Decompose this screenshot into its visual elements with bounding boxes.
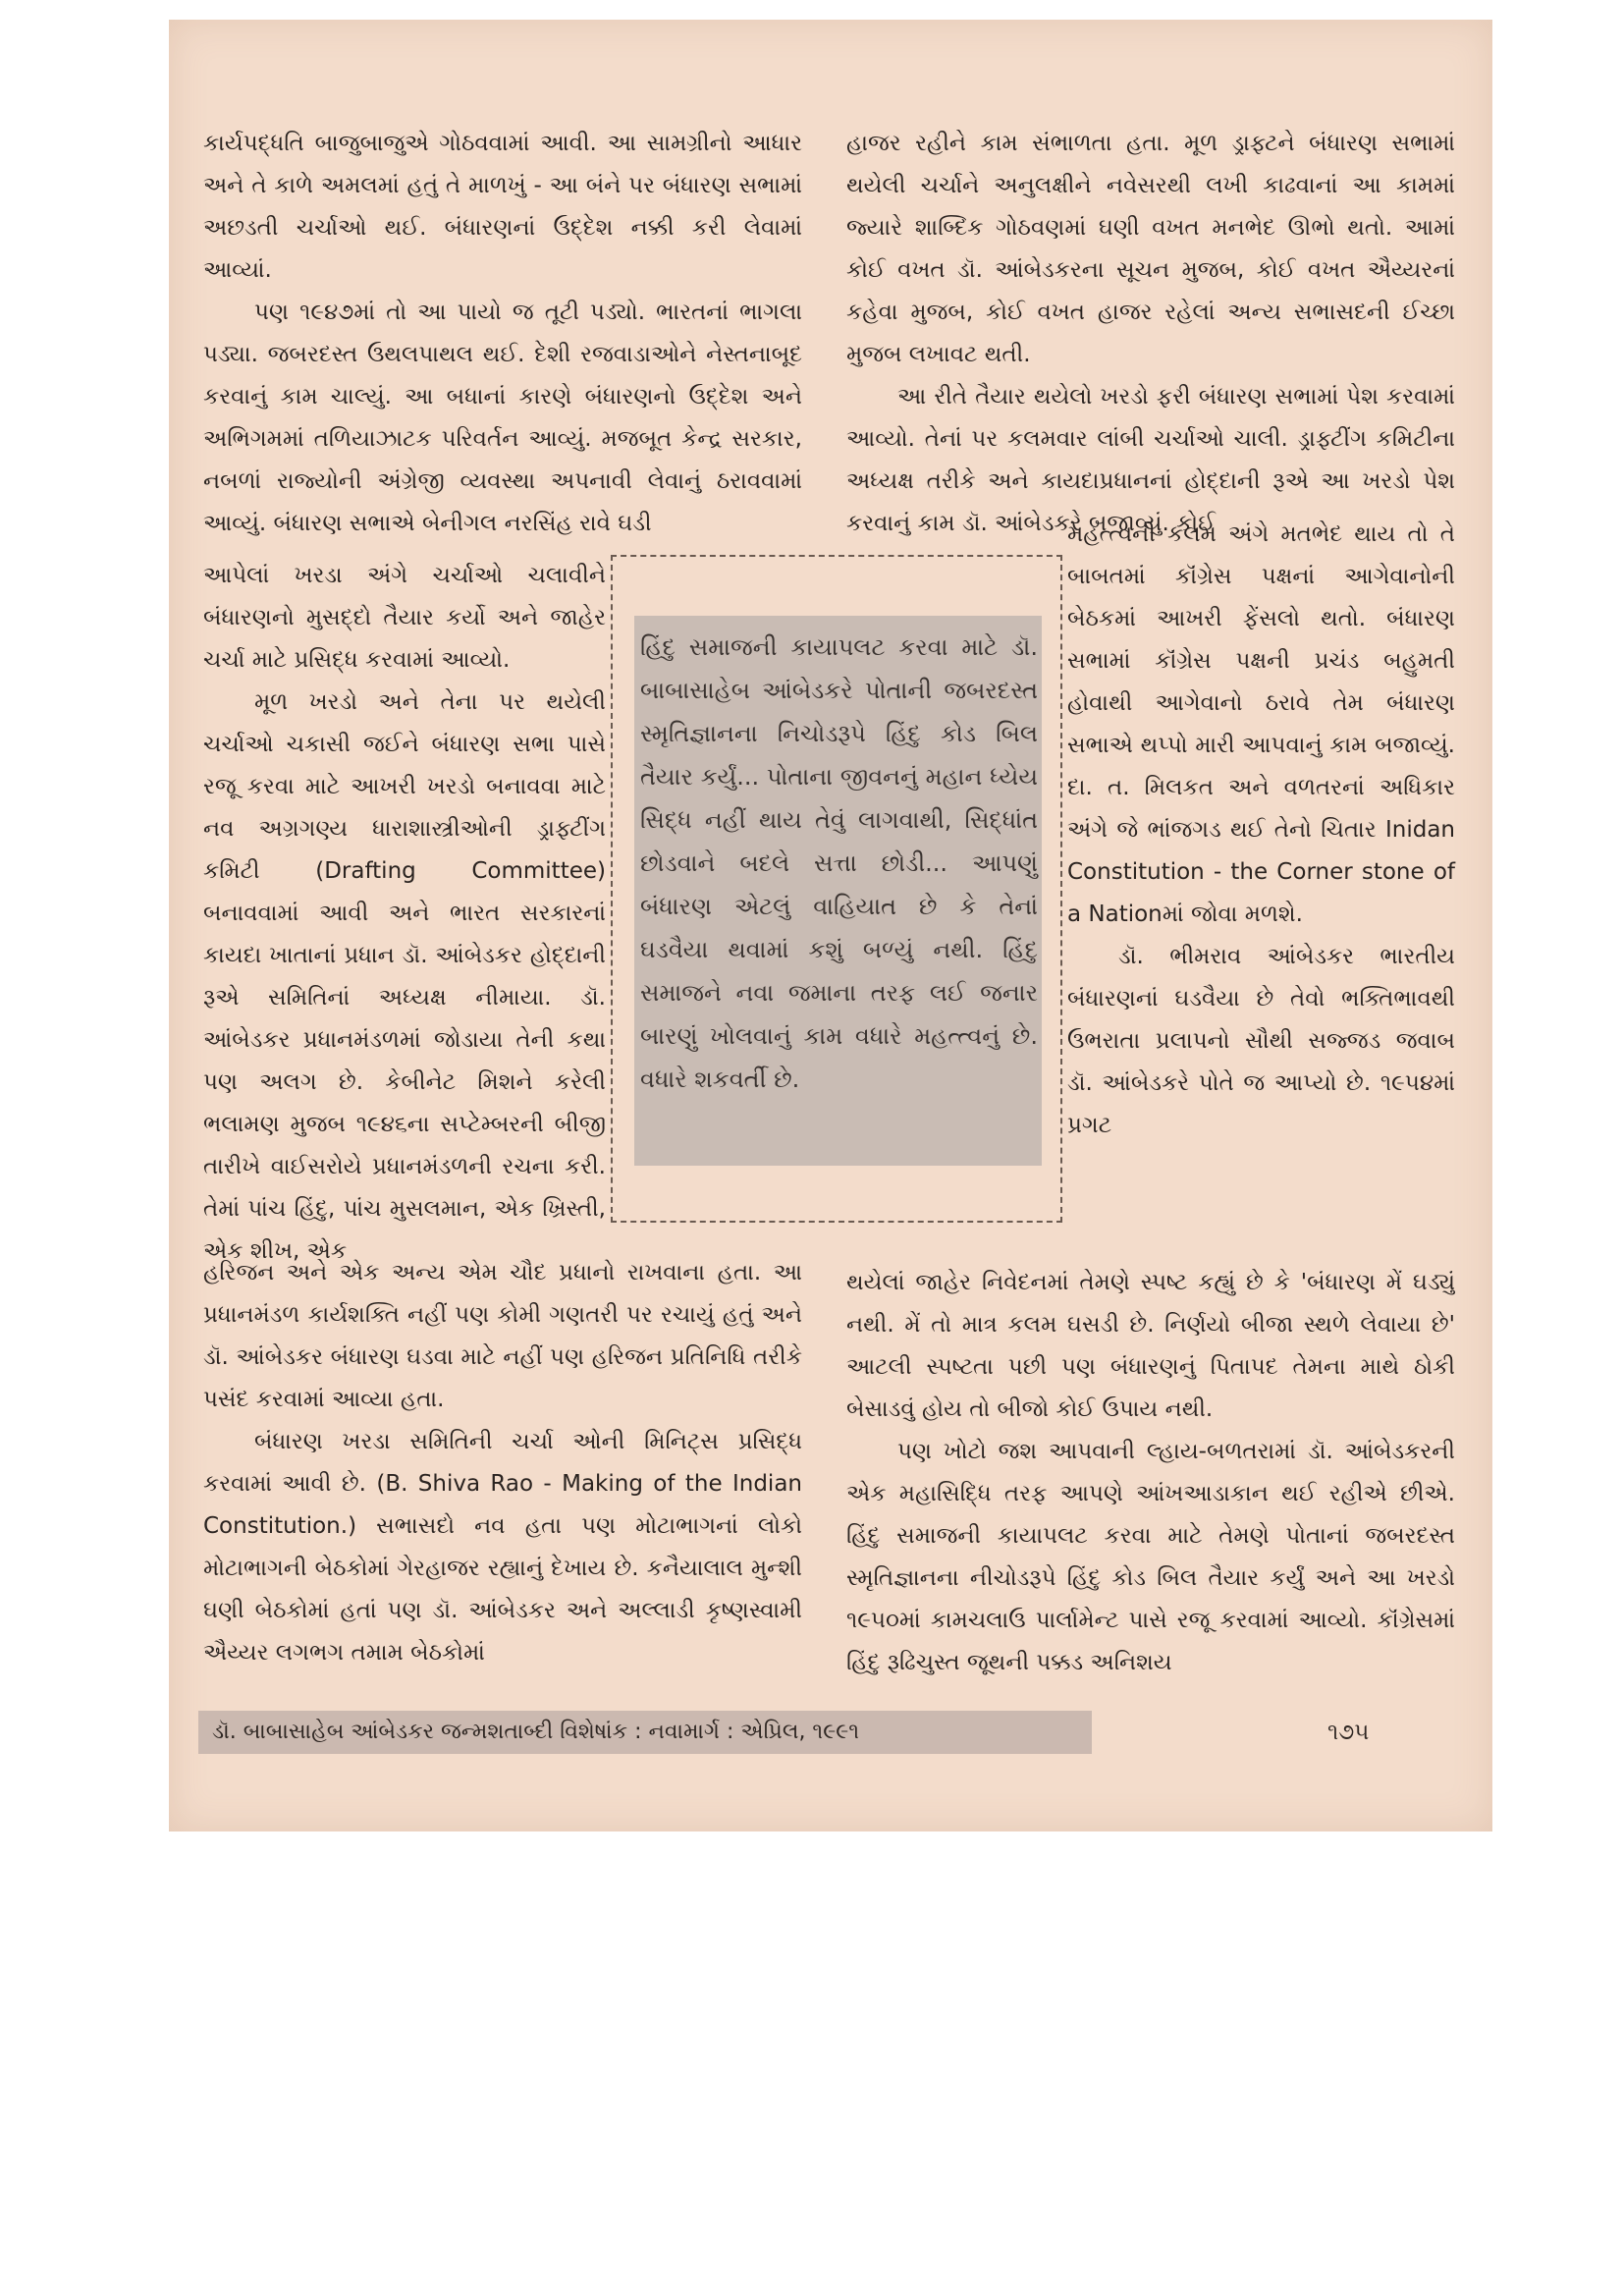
paragraph: બંધારણ ખરડા સમિતિની ચર્ચા ઓની મિનિટ્સ પ્રસિદ્ધ કરવામાં આવી છે. (B. Shiva Rao - Making of the Indian Constitution.) સભાસદો નવ હતા પણ મોટાભાગનાં લોકો મોટાભાગની બેઠકોમાં ગેરહાજર રહ્યાનું દેખાય છે. કનૈયાલાલ મુન્શી ઘણી બેઠકોમાં હતાં પણ ડૉ. આંબેડકર અને અલ્લાડી કૃષ્ણસ્વામી ઐય્યર લગભગ તમામ બેઠકોમાં xyxy=(203,1429,802,1666)
right-column-bottom xyxy=(846,1262,1455,1684)
pull-quote-text: હિંદુ સમાજની કાયાપલટ કરવા માટે ડૉ. બાબાસાહેબ આંબેડકરે પોતાની જબરદસ્ત સ્મૃતિજ્ઞાનના નિચોડરૂપે હિંદુ કોડ બિલ તૈયાર કર્યું... પોતાના જીવનનું મહાન ધ્યેય સિદ્ધ નહીં થાય તેવું લાગવાથી, સિદ્ધાંત છોડવાને બદલે સત્તા છોડી... આપણું બંધારણ એટલું વાહિયાત છે કે તેનાં ઘડવૈયા થવામાં કશું બળ્યું નથી. હિંદુ સમાજને નવા જમાના તરફ લઈ જનાર બારણું ખોલવાનું કામ વધારે મહત્ત્વનું છે. વધારે શકવર્તી છે. xyxy=(640,633,1038,1093)
page-number: ૧૭૫ xyxy=(1327,1720,1370,1745)
paragraph: આપેલાં ખરડા અંગે ચર્ચાઓ ચલાવીને બંધારણનો મુસદ્દો તૈયાર કર્યો અને જાહેર ચર્ચા માટે પ્રસિદ્ધ કરવામાં આવ્યો. xyxy=(203,563,606,673)
paragraph: મહત્ત્વની કલમ અંગે મતભેદ થાય તો તે બાબતમાં કૉંગ્રેસ પક્ષનાં આગેવાનોની બેઠકમાં આખરી ફેંસલો થતો. બંધારણ સભામાં કૉંગ્રેસ પક્ષની પ્રચંડ બહુમતી હોવાથી આગેવાનો ઠરાવે તેમ બંધારણ સભાએ થપ્પો મારી આપવાનું કામ બજાવ્યું. દા. ત. મિલકત અને વળતરનાં અધિકાર અંગે જે ભાંજગડ થઈ તેનો ચિતાર Inidan Constitution - the Corner stone of a Nationમાં જોવા મળશે. xyxy=(1067,521,1455,927)
paragraph: ડૉ. ભીમરાવ આંબેડકર ભારતીય બંધારણનાં ઘડવૈયા છે તેવો ભક્તિભાવથી ઉભરાતા પ્રલાપનો સૌથી સજ્જડ જવાબ ડૉ. આંબેડકરે પોતે જ આપ્યો છે. ૧૯૫૪માં પ્રગટ xyxy=(1067,944,1455,1138)
right-column-middle xyxy=(1067,514,1455,1147)
right-column-top xyxy=(846,123,1455,545)
left-column-middle xyxy=(203,555,606,1273)
paragraph: પણ ખોટો જશ આપવાની લ્હાય-બળતરામાં ડૉ. આંબેડકરની એક મહાસિદ્ધિ તરફ આપણે આંખઆડાકાન થઈ રહીએ છીએ. હિંદુ સમાજની કાયાપલટ કરવા માટે તેમણે પોતાનાં જબરદસ્ત સ્મૃતિજ્ઞાનના નીચોડરૂપે હિંદુ કોડ બિલ તૈયાર કર્યું અને આ ખરડો ૧૯૫૦માં કામચલાઉ પાર્લામેન્ટ પાસે રજૂ કરવામાં આવ્યો. કૉંગ્રેસમાં હિંદુ રૂઢિચુસ્ત જૂથની પક્કડ અનિશય xyxy=(846,1439,1455,1675)
paragraph: થયેલાં જાહેર નિવેદનમાં તેમણે સ્પષ્ટ કહ્યું છે કે 'બંધારણ મેં ઘડ્યું નથી. મેં તો માત્ર કલમ ઘસડી છે. નિર્ણયો બીજા સ્થળે લેવાયા છે' આટલી સ્પષ્ટતા પછી પણ બંધારણનું પિતાપદ તેમના માથે ઠોકી બેસાડવું હોય તો બીજો કોઈ ઉપાય નથી. xyxy=(846,1270,1455,1422)
paragraph: મૂળ ખરડો અને તેના પર થયેલી ચર્ચાઓ ચકાસી જઈને બંધારણ સભા પાસે રજૂ કરવા માટે આખરી ખરડો બનાવવા માટે નવ અગ્રગણ્ય ધારાશાસ્ત્રીઓની ડ્રાફ્ટીંગ કમિટી (Drafting Committee) બનાવવામાં આવી અને ભારત સરકારનાં કાયદા ખાતાનાં પ્રધાન ડૉ. આંબેડકર હોદ્દાની રૂએ સમિતિનાં અધ્યક્ષ નીમાયા. ડૉ. આંબેડકર પ્રધાનમંડળમાં જોડાયા તેની કથા પણ અલગ છે. કેબીનેટ મિશને કરેલી ભલામણ મુજબ ૧૯૪૬ના સપ્ટેમ્બરની બીજી તારીખે વાઈસરોયે પ્રધાનમંડળની રચના કરી. તેમાં પાંચ હિંદુ, પાંચ મુસલમાન, એક ખ્રિસ્તી, એક શીખ, એક xyxy=(203,689,606,1264)
paragraph: કાર્યપદ્ધતિ બાજુબાજુએ ગોઠવવામાં આવી. આ સામગ્રીનો આધાર અને તે કાળે અમલમાં હતું તે માળખું - આ બંને પર બંધારણ સભામાં અછડતી ચર્ચાઓ થઈ. બંધારણનાં ઉદ્દેશ નક્કી કરી લેવામાં આવ્યાં. xyxy=(203,131,802,283)
left-column-bottom xyxy=(203,1252,802,1674)
magazine-page xyxy=(169,20,1492,1831)
paragraph: હાજર રહીને કામ સંભાળતા હતા. મૂળ ડ્રાફ્ટને બંધારણ સભામાં થયેલી ચર્ચાને અનુલક્ષીને નવેસરથી લખી કાઢવાનાં આ કામમાં જ્યારે શાબ્દિક ગોઠવણમાં ઘણી વખત મનભેદ ઊભો થતો. આમાં કોઈ વખત ડૉ. આંબેડકરના સૂચન મુજબ, કોઈ વખત ઐય્યરનાં કહેવા મુજબ, કોઈ વખત હાજર રહેલાં અન્ય સભાસદની ઈચ્છા મુજબ લખાવટ થતી. xyxy=(846,131,1455,367)
paragraph: પણ ૧૯૪૭માં તો આ પાયો જ તૂટી પડ્યો. ભારતનાં ભાગલા પડ્યા. જબરદસ્ત ઉથલપાથલ થઈ. દેશી રજવાડાઓને નેસ્તનાબૂદ કરવાનું કામ ચાલ્યું. આ બધાનાં કારણે બંધારણનો ઉદ્દેશ અને અભિગમમાં તળિયાઝાટક પરિવર્તન આવ્યું. મજબૂત કેન્દ્ર સરકાર, નબળાં રાજ્યોની અંગ્રેજી વ્યવસ્થા અપનાવી લેવાનું ઠરાવવામાં આવ્યું. બંધારણ સભાએ બેનીગલ નરસિંહ રાવે ઘડી xyxy=(203,300,802,536)
left-column-top xyxy=(203,123,802,545)
pull-quote-box xyxy=(611,555,1062,1223)
paragraph: હરિજન અને એક અન્ય એમ ચૌદ પ્રધાનો રાખવાના હતા. આ પ્રધાનમંડળ કાર્યશક્તિ નહીં પણ કોમી ગણતરી પર રચાયું હતું અને ડૉ. આંબેડકર બંધારણ ઘડવા માટે નહીં પણ હરિજન પ્રતિનિધિ તરીકે પસંદ કરવામાં આવ્યા હતા. xyxy=(203,1260,802,1412)
page-footer: ડૉ. બાબાસાહેબ આંબેડકર જન્મશતાબ્દી વિશેષાંક : નવામાર્ગ : એપ્રિલ, ૧૯૯૧ xyxy=(198,1711,1092,1754)
paragraph: આ રીતે તૈયાર થયેલો ખરડો ફરી બંધારણ સભામાં પેશ કરવામાં આવ્યો. તેનાં પર કલમવાર લાંબી ચર્ચાઓ ચાલી. ડ્રાફ્ટીંગ કમિટીના અધ્યક્ષ તરીકે અને કાયદાપ્રધાનનાં હોદ્દાની રૂએ આ ખરડો પેશ કરવાનું કામ ડૉ. આંબેડકરે બજાવ્યું. કોઈ xyxy=(846,384,1455,536)
